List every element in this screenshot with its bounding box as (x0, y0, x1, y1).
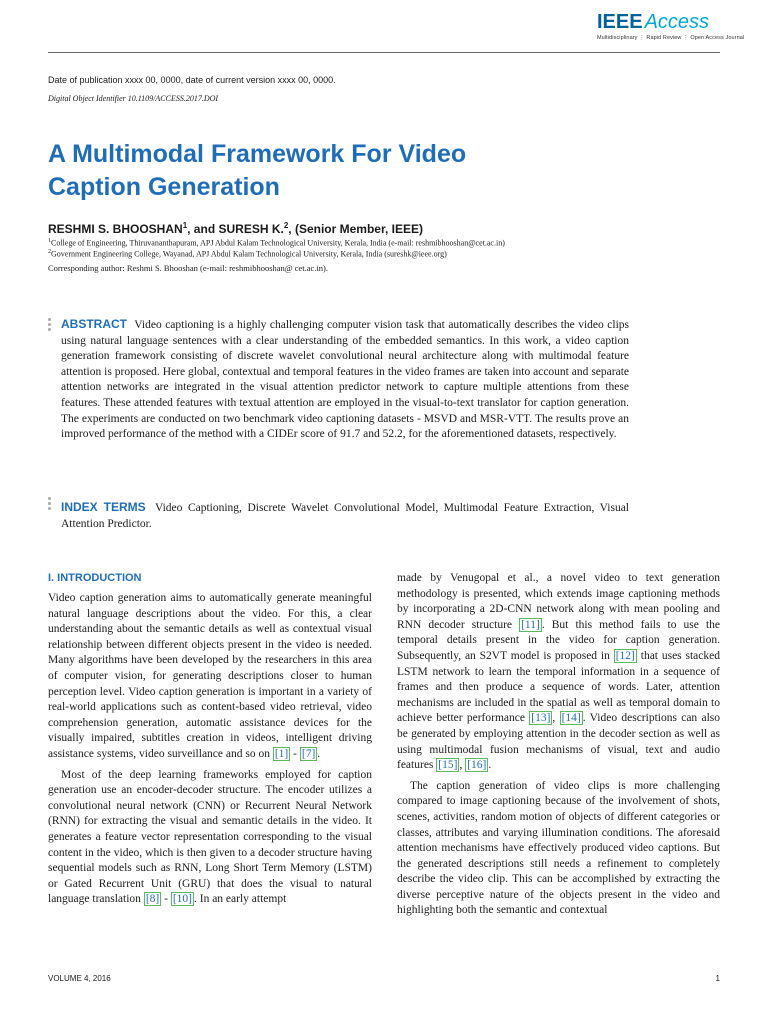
citation-link[interactable]: [13] (531, 712, 551, 725)
author-1-affil: 1 (182, 221, 188, 230)
citation-dash: - (161, 893, 171, 906)
abstract-block (61, 317, 629, 443)
doi-line: Digital Object Identifier 10.1109/ACCESS.2017.DOI (48, 94, 219, 103)
citation-link[interactable]: [7] (301, 747, 316, 760)
abstract-label: ABSTRACT (61, 317, 127, 331)
intro-p3-end: . (488, 759, 492, 772)
affiliation-2-text: Government Engineering College, Wayanad, APJ Abdul Kalam Technological University, Kerala, India (sureshk@ieee.org) (51, 249, 447, 259)
intro-p1-text: Video caption generation aims to automatically generate meaningful natural language descriptions about the video. For this, a clear understanding about the semantic details as well as contextual visual relationship between different objects present in the video is needed. Many algorithms have been developed by the researchers in this area of computer vision, for generating descriptions closer to human perception level. Video caption generation is important in a variety of real-world applications such as content-based video retrieval, video comprehension generation, automatic assistance devices for the visually impaired, subtitles creation in videos, intelligent driving assistance systems, video surveillance and so on (48, 592, 372, 760)
footer-page-number: 1 (715, 974, 720, 983)
citation-link[interactable]: [14] (561, 712, 581, 725)
section-heading-introduction: I. INTRODUCTION (48, 572, 142, 584)
paper-title (48, 138, 708, 204)
body-column-right (397, 571, 720, 924)
intro-paragraph-3 (397, 571, 720, 774)
logo-access-text: Access (644, 11, 710, 33)
logo-tagline: Multidisciplinary ⋮ Rapid Review ⋮ Open Access Journal (597, 35, 745, 41)
logo-ieee-text: IEEE (597, 11, 643, 33)
intro-p3-sep: , (552, 712, 560, 725)
corresponding-author: Corresponding author: Reshmi S. Bhooshan (e-mail: reshmibhooshan@ cet.ac.in). (48, 263, 329, 273)
title-line-1: A Multimodal Framework For Video (48, 140, 467, 168)
author-1: RESHMI S. BHOOSHAN (48, 222, 183, 236)
publication-date: Date of publication xxxx 00, 0000, date of current version xxxx 00, 0000. (48, 75, 336, 85)
intro-paragraph-4: The caption generation of video clips is more challenging compared to image captioning because of the involvement of shots, scenes, activities, random motion of objects of different categories or classes, attributes and varying illumination conditions. The aforesaid attention mechanisms have effectively produced video captions. But the generated descriptions still needs a refinement to completely describe the video clip. This can be accomplished by extracting the diverse perceptive nature of the objects present in the video and highlighting both the semantic and contextual (397, 779, 720, 917)
index-terms-label: INDEX TERMS (61, 500, 146, 514)
citation-link[interactable]: [1] (274, 747, 289, 760)
citation-link[interactable]: [8] (145, 893, 160, 906)
intro-p3-text-b: . But this method fails to use the temporal details present in the video for caption generation. Subsequently, an S2VT model is proposed in (397, 618, 720, 662)
title-line-2: Caption Generation (48, 173, 280, 201)
intro-p1-end: . (317, 747, 321, 760)
intro-paragraph-2 (48, 768, 372, 908)
intro-p2-end: . In an early attempt (194, 893, 287, 906)
footer-volume: VOLUME 4, 2016 (48, 974, 111, 983)
citation-link[interactable]: [11] (521, 618, 540, 631)
affiliation-1-sup: 1 (48, 238, 51, 244)
journal-logo (597, 11, 745, 52)
index-terms-dots-icon (48, 497, 52, 512)
intro-p3-text-c: that uses stacked LSTM network to learn the temporal information in a sequence of frames and then produce a sequence of words. Later, attention mechanisms are included in the spatial as well as temporal domain to achieve better performance (397, 649, 720, 725)
author-2-affil: 2 (283, 221, 289, 230)
intro-paragraph-1 (48, 591, 372, 763)
citation-dash: - (290, 747, 300, 760)
abstract-dots-icon (48, 318, 52, 333)
intro-p3-text-a: made by Venugopal et al., a novel video to text generation methodology is presented, which extends image captioning methods by incorporating a 2D-CNN network along with mean pooling and RNN decoder structure (397, 572, 720, 631)
citation-link[interactable]: [10] (172, 893, 192, 906)
intro-p2-text: Most of the deep learning frameworks employed for caption generation use an encoder-decoder structure. The encoder utilizes a convolutional neural network (CNN) or Recurrent Neural Network (RNN) for extracting the visual and semantic details in the video. It generates a feature vector representation corresponding to the visual content in the video, which is then given to a decoder structure having sequential models such as RNN, Long Short Term Memory (LSTM) or Gated Recurrent Unit (GRU) that does the visual to natural language translation (48, 768, 372, 906)
intro-p3-sep: , (459, 759, 466, 772)
citation-link[interactable]: [16] (467, 759, 487, 772)
intro-p3-text-e: . Video descriptions can also be generated by employing attention in the decoder section as well as using multimodal fusion mechanisms of visual, text and audio features (397, 712, 720, 772)
body-column-left (48, 571, 372, 913)
citation-link[interactable]: [12] (615, 649, 635, 662)
index-terms-block (61, 500, 629, 532)
abstract-text: Video captioning is a highly challenging computer vision task that automatically describes the video clips using natural language sentences with a clear understanding of the embedded semantics. In this work, a video caption generation framework consisting of discrete wavelet convolutional neural architecture along with multimodal feature attention is proposed. Here global, contextual and temporal features in the video frames are taken into account and separate attention networks are integrated in the visual attention predictor network to capture multiple attentions from these features. These attended features with textual attention are employed in the visual-to-text translator for caption generation. The experiments are conducted on two benchmark video captioning datasets - MSVD and MSR-VTT. The results prove an improved performance of the method with a CIDEr score of 91.7 and 52.2, for the aforementioned datasets, respectively. (61, 319, 630, 441)
affiliation-2 (48, 249, 447, 259)
author-2: , and SURESH K. (187, 222, 284, 236)
affiliation-1-text: College of Engineering, Thiruvananthapuram, APJ Abdul Kalam Technological University, Kerala, India (e-mail: reshmibhooshan@cet.ac.in) (51, 238, 505, 248)
header-rule (48, 52, 720, 53)
affiliation-2-sup: 2 (48, 249, 51, 255)
affiliation-1 (48, 238, 505, 248)
author-list (48, 221, 423, 236)
index-terms-text: Video Captioning, Discrete Wavelet Convolutional Model, Multimodal Feature Extraction, Visual Attention Predictor. (61, 502, 629, 530)
author-suffix: , (Senior Member, IEEE) (288, 222, 423, 236)
citation-link[interactable]: [15] (438, 759, 458, 772)
